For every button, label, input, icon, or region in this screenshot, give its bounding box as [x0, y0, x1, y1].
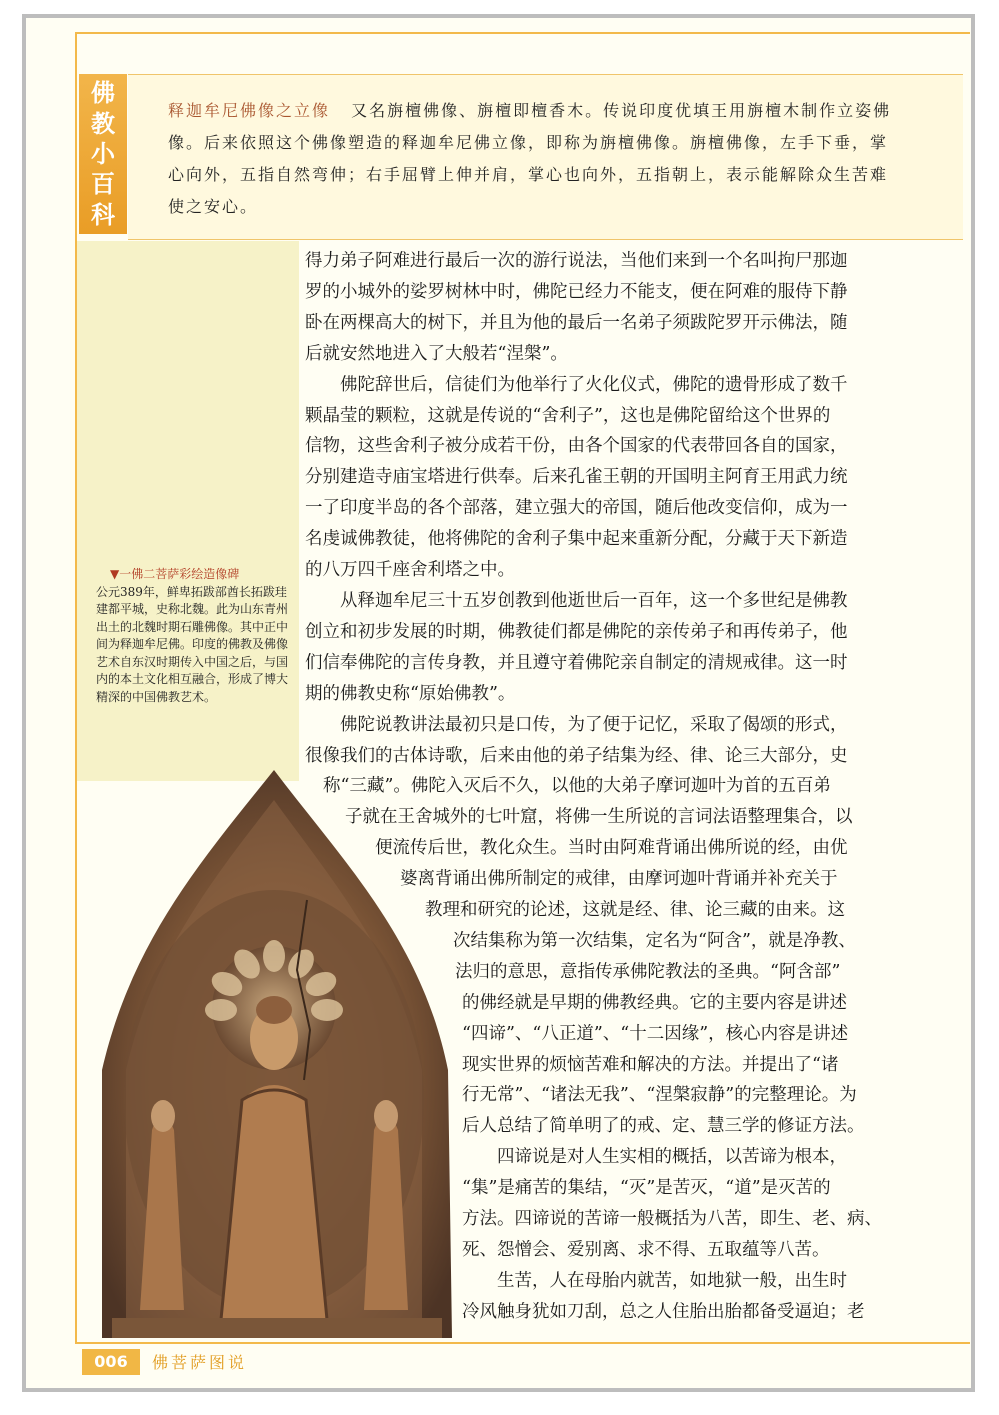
- body-line: “集”是痛苦的集结，“灭”是苦灭，“道”是灭苦的: [462, 1178, 831, 1199]
- body-line: 现实世界的烦恼苦难和解决的方法。并提出了“诸: [462, 1054, 839, 1075]
- body-line: 信物，这些舍利子被分成若干份，由各个国家的代表带回各自的国家，: [305, 436, 848, 457]
- body-line: 佛陀辞世后，信徒们为他举行了火化仪式，佛陀的遗骨形成了数千: [305, 374, 848, 395]
- info-body: 又名旃檀佛像、旃檀即檀香木。传说印度优填王用旃檀木制作立姿佛像。后来依照这个佛像塑造的释迦牟尼佛立像，即称为旃檀佛像。旃檀佛像，左手下垂，掌心向外，五指自然弯伸；右手屈臂上伸并肩，掌心也向外，五指朝上，表示能解除众生苦难使之安心。: [168, 101, 892, 216]
- body-line: 名虔诚佛教徒，他将佛陀的舍利子集中起来重新分配，分藏于天下新造: [305, 529, 848, 550]
- top-rule: [75, 32, 970, 34]
- bottom-rule: [75, 1342, 970, 1344]
- info-title: 释迦牟尼佛像之立像: [168, 101, 331, 120]
- body-line: 法归的意思，意指传承佛陀教法的圣典。“阿含部”: [455, 961, 841, 982]
- caption-title: ▼一佛二菩萨彩绘造像碑: [110, 567, 240, 581]
- badge-char: 小: [91, 139, 115, 168]
- body-line: 称“三藏”。佛陀入灭后不久，以他的大弟子摩诃迦叶为首的五百弟: [323, 776, 831, 797]
- image-caption: [96, 566, 292, 706]
- body-line: 佛陀说教讲法最初只是口传，为了便于记忆，采取了偈颂的形式，: [305, 714, 848, 735]
- body-line: 期的佛教史称“原始佛教”。: [305, 683, 516, 704]
- body-line: 冷风触身犹如刀刮，总之人住胎出胎都备受逼迫；老: [462, 1301, 865, 1322]
- badge-char: 科: [91, 200, 115, 229]
- body-line: 四谛说是对人生实相的概括，以苦谛为根本，: [462, 1147, 847, 1168]
- body-line: 很像我们的古体诗歌，后来由他的弟子结集为经、律、论三大部分，史: [305, 745, 848, 766]
- body-line: 教理和研究的论述，这就是经、律、论三藏的由来。这: [425, 900, 845, 921]
- body-line: 的佛经就是早期的佛教经典。它的主要内容是讲述: [462, 992, 847, 1013]
- body-line: 一了印度半岛的各个部落，建立强大的帝国，随后他改变信仰，成为一: [305, 498, 848, 519]
- body-line: 颗晶莹的颗粒，这就是传说的“舍利子”，这也是佛陀留给这个世界的: [305, 405, 831, 426]
- body-line: 子就在王舍城外的七叶窟，将佛一生所说的言词法语整理集合，以: [345, 807, 853, 828]
- body-line: 行无常”、“诸法无我”、“涅槃寂静”的完整理论。为: [462, 1085, 857, 1106]
- caption-text: 公元389年，鲜卑拓跋部酋长拓跋珪建都平城，史称北魏。此为山东青州出土的北魏时期石雕佛像。其中正中间为释迦牟尼佛。印度的佛教及佛像艺术自东汉时期传入中国之后，与国内的本土文化相互融合，形成了博大精深的中国佛教艺术。: [96, 584, 289, 704]
- body-line: 生苦，人在母胎内就苦，如地狱一般，出生时: [462, 1270, 847, 1291]
- body-line: 的八万四千座舍利塔之中。: [305, 560, 515, 581]
- book-title: 佛菩萨图说: [152, 1353, 248, 1372]
- body-line: 死、怨憎会、爱别离、求不得、五取蕴等八苦。: [462, 1240, 830, 1260]
- body-line: 从释迦牟尼三十五岁创教到他逝世后一百年，这一个多世纪是佛教: [305, 590, 848, 611]
- badge-char: 百: [91, 170, 115, 199]
- body-line: 方法。四谛说的苦谛一般概括为八苦，即生、老、病、: [462, 1209, 882, 1230]
- page-number: 006: [82, 1349, 140, 1375]
- badge-char: 佛: [91, 79, 115, 108]
- body-line: 卧在两棵高大的树下，并且为他的最后一名弟子须跋陀罗开示佛法，随: [305, 312, 848, 333]
- body-line: 便流传后世，教化众生。当时由阿难背诵出佛所说的经，由优: [375, 838, 848, 859]
- body-line: 婆离背诵出佛所制定的戒律，由摩诃迦叶背诵并补充关于: [400, 869, 838, 890]
- info-text: [168, 95, 903, 223]
- body-line: “四谛”、“八正道”、“十二因缘”，核心内容是讲述: [462, 1023, 849, 1044]
- body-line: 分别建造寺庙宝塔进行供奉。后来孔雀王朝的开国明主阿育王用武力统: [305, 467, 848, 488]
- badge-char: 教: [91, 109, 115, 138]
- body-line: 次结集称为第一次结集，定名为“阿含”，就是净教、: [453, 930, 856, 951]
- body-line: 得力弟子阿难进行最后一次的游行说法，当他们来到一个名叫拘尸那迦: [305, 251, 848, 271]
- body-text: [305, 246, 882, 1328]
- body-line: 后人总结了简单明了的戒、定、慧三学的修证方法。: [462, 1116, 865, 1137]
- body-line: 后就安然地进入了大般若“涅槃”。: [305, 343, 568, 364]
- body-line: 罗的小城外的娑罗树林中时，佛陀已经力不能支，便在阿难的服侍下静: [305, 281, 848, 302]
- body-line: 创立和初步发展的时期，佛教徒们都是佛陀的亲传弟子和再传弟子，他: [305, 621, 848, 642]
- body-line: 们信奉佛陀的言传身教，并且遵守着佛陀亲自制定的清规戒律。这一时: [305, 652, 848, 673]
- sidebar-badge: [79, 74, 127, 234]
